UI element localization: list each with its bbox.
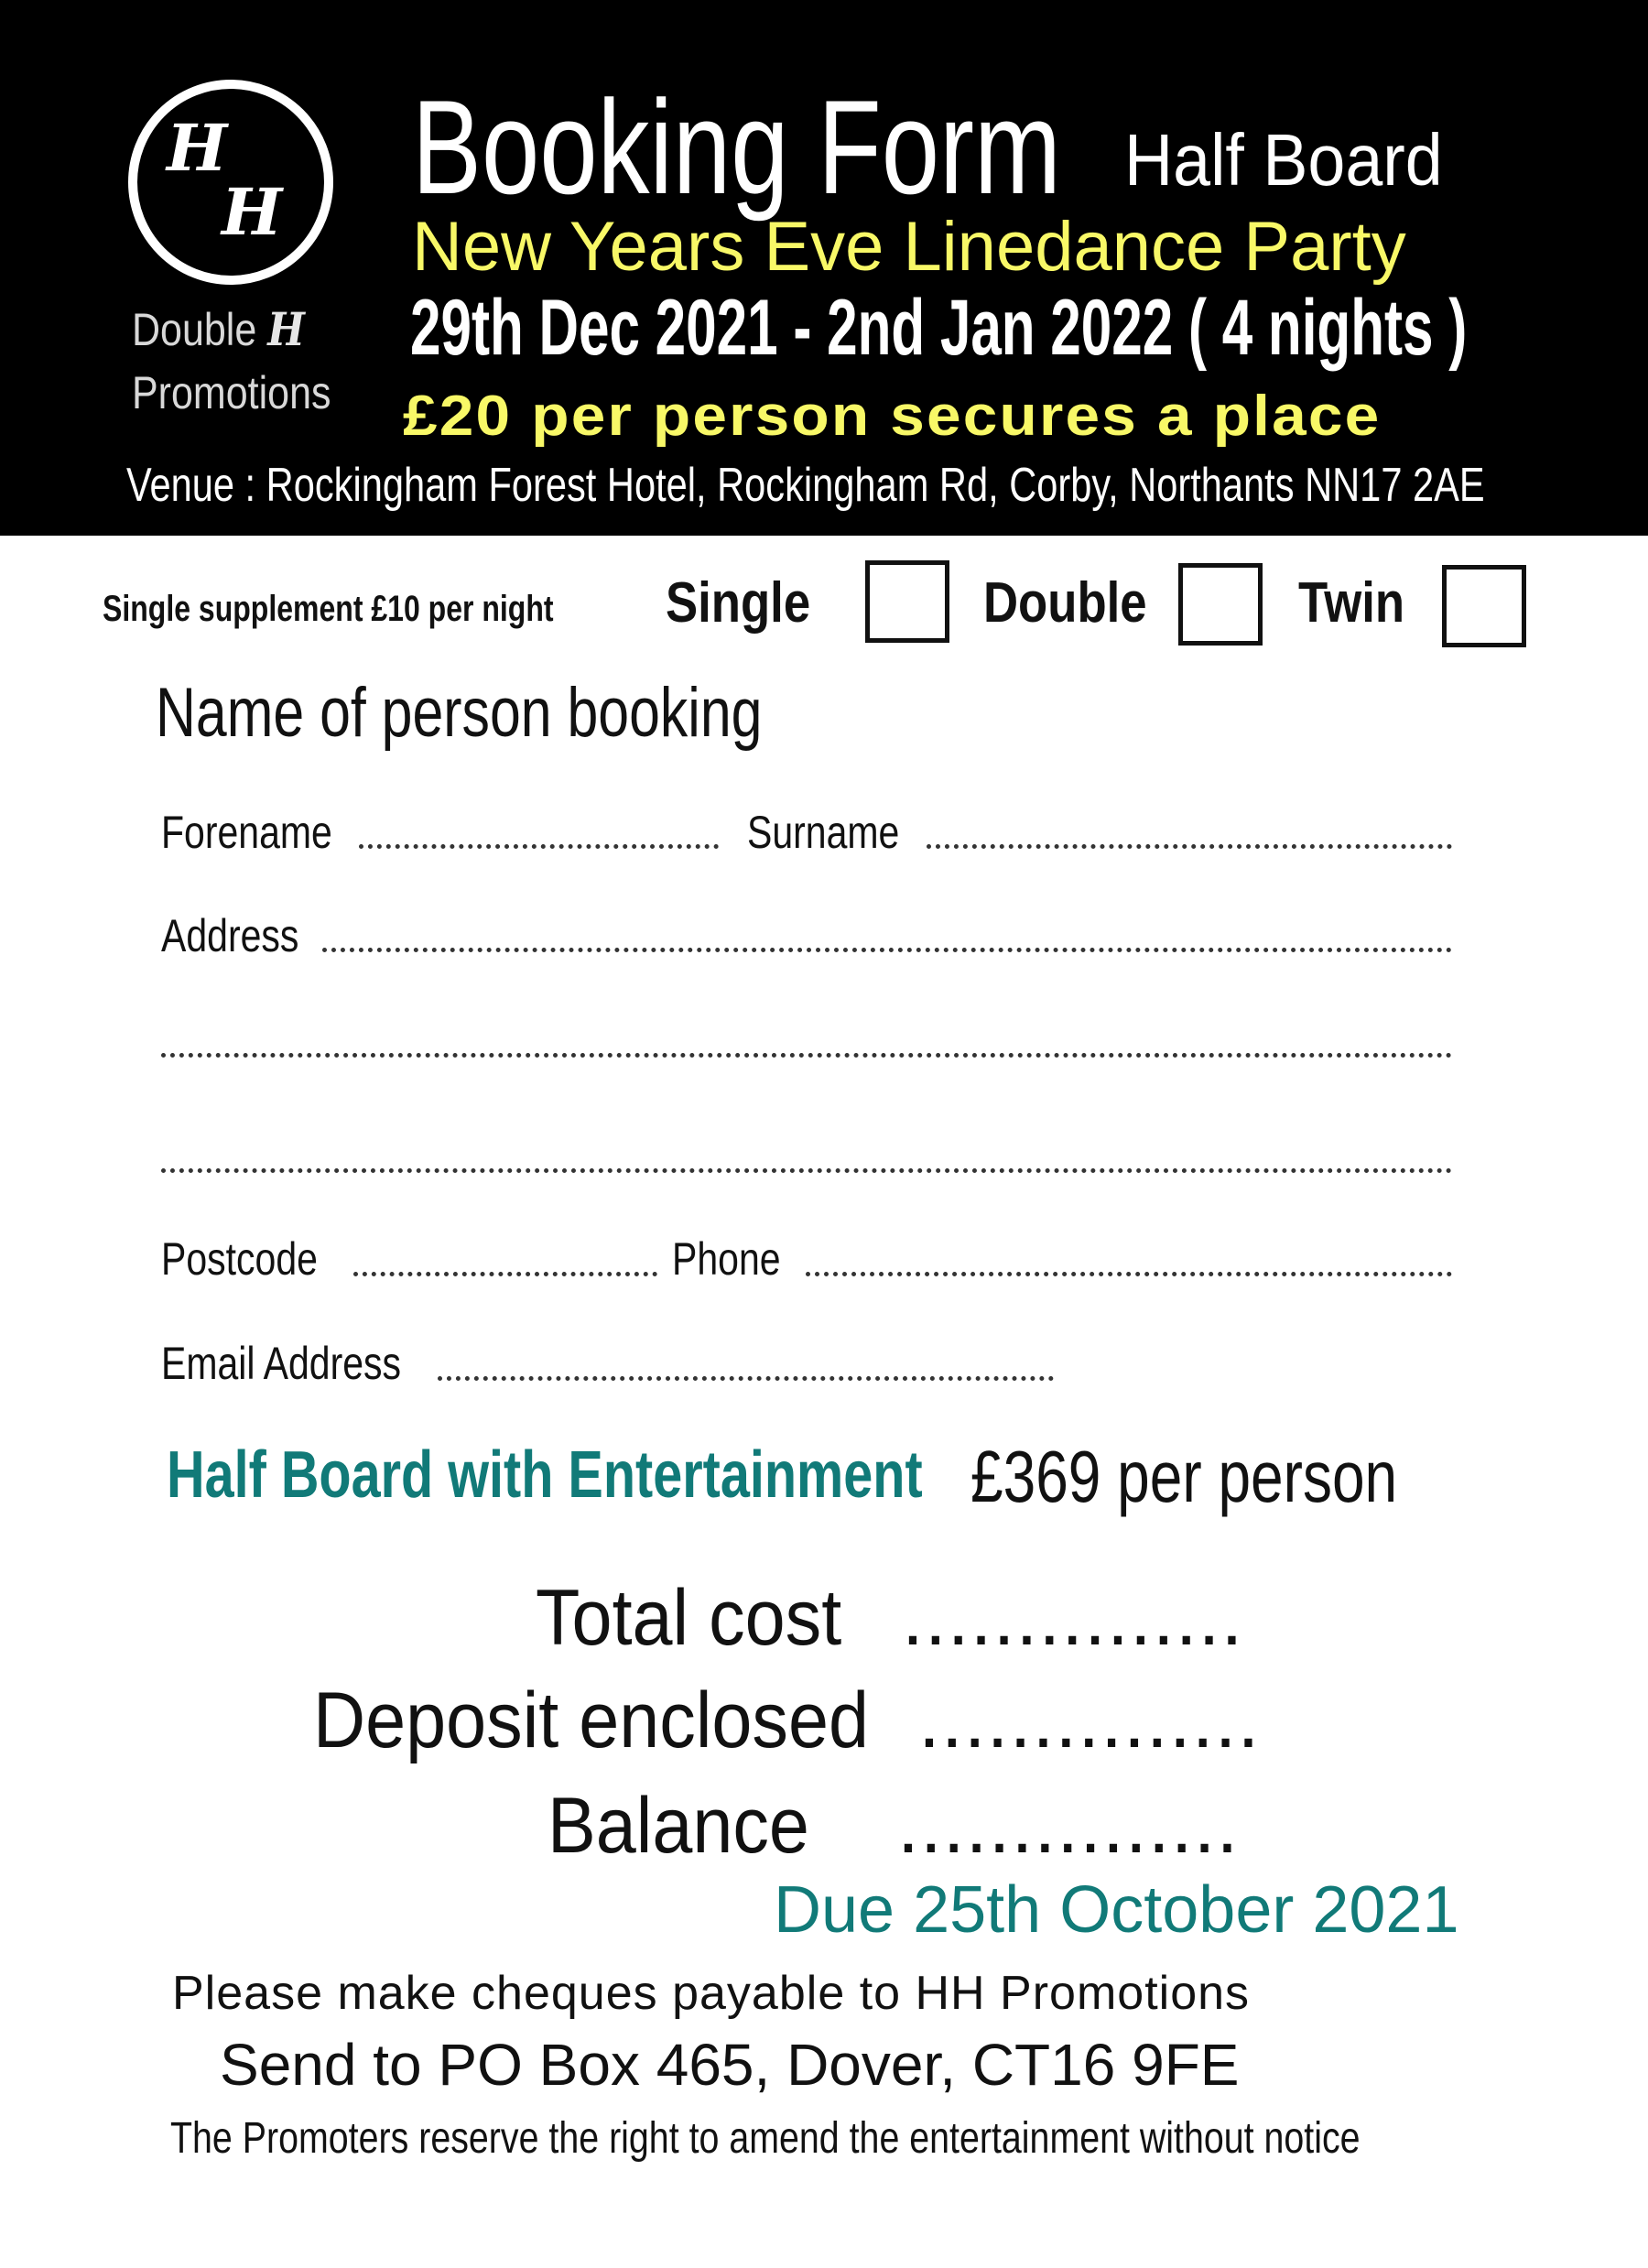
- brand-name-line1: [132, 302, 305, 356]
- brand-name-line2: Promotions: [132, 367, 331, 418]
- room-option-single-label: Single: [666, 571, 811, 635]
- logo-monogram-top: H: [167, 110, 228, 186]
- deposit-enclosed-label: Deposit enclosed: [313, 1677, 869, 1764]
- single-supplement-note: Single supplement £10 per night: [103, 589, 554, 629]
- surname-label: Surname: [747, 807, 900, 858]
- deposit-enclosed-field[interactable]: ...............: [918, 1677, 1261, 1764]
- logo-monogram-bottom: H: [222, 174, 283, 250]
- phone-label: Phone: [672, 1233, 781, 1285]
- booking-name-heading: Name of person booking: [156, 674, 763, 752]
- address-field-line2[interactable]: [161, 1053, 1452, 1058]
- form-title: Booking Form: [412, 72, 1061, 222]
- brand-name-mark: H: [267, 302, 305, 356]
- address-label: Address: [161, 910, 299, 961]
- address-field-line3[interactable]: [161, 1168, 1452, 1173]
- balance-label: Balance: [548, 1782, 809, 1870]
- balance-due-date: Due 25th October 2021: [774, 1873, 1459, 1947]
- venue-address: Venue : Rockingham Forest Hotel, Rockingham Rd, Corby, Northants NN17 2AE: [126, 459, 1485, 512]
- surname-field[interactable]: [927, 844, 1452, 849]
- brand-name-prefix: Double: [132, 304, 257, 355]
- package-name: Half Board with Entertainment: [167, 1438, 923, 1512]
- room-option-twin-label: Twin: [1298, 571, 1405, 635]
- total-cost-field[interactable]: ...............: [902, 1574, 1244, 1662]
- form-subtitle: Half Board: [1124, 119, 1443, 201]
- email-field[interactable]: [438, 1376, 1054, 1381]
- event-dates: 29th Dec 2021 - 2nd Jan 2022 ( 4 nights ): [410, 284, 1468, 372]
- forename-label: Forename: [161, 807, 332, 858]
- room-option-single-checkbox[interactable]: [865, 560, 949, 643]
- brand-logo: [128, 80, 333, 285]
- package-price: £369 per person: [970, 1436, 1398, 1517]
- total-cost-label: Total cost: [536, 1574, 842, 1662]
- room-option-double-checkbox[interactable]: [1178, 563, 1263, 646]
- postal-address: Send to PO Box 465, Dover, CT16 9FE: [220, 2032, 1240, 2098]
- email-label: Email Address: [161, 1338, 402, 1389]
- event-name: New Years Eve Linedance Party: [412, 208, 1406, 286]
- room-option-double-label: Double: [983, 571, 1147, 635]
- forename-field[interactable]: [359, 844, 719, 849]
- postcode-field[interactable]: [353, 1272, 657, 1276]
- balance-field[interactable]: ...............: [897, 1782, 1240, 1870]
- deposit-note: £20 per person secures a place: [403, 385, 1382, 448]
- promoter-notice: The Promoters reserve the right to amend the entertainment without notice: [170, 2114, 1361, 2163]
- cheque-instructions: Please make cheques payable to HH Promotions: [172, 1967, 1251, 2020]
- postcode-label: Postcode: [161, 1233, 318, 1285]
- phone-field[interactable]: [806, 1272, 1452, 1276]
- address-field-line1[interactable]: [322, 948, 1452, 952]
- room-option-twin-checkbox[interactable]: [1442, 565, 1526, 647]
